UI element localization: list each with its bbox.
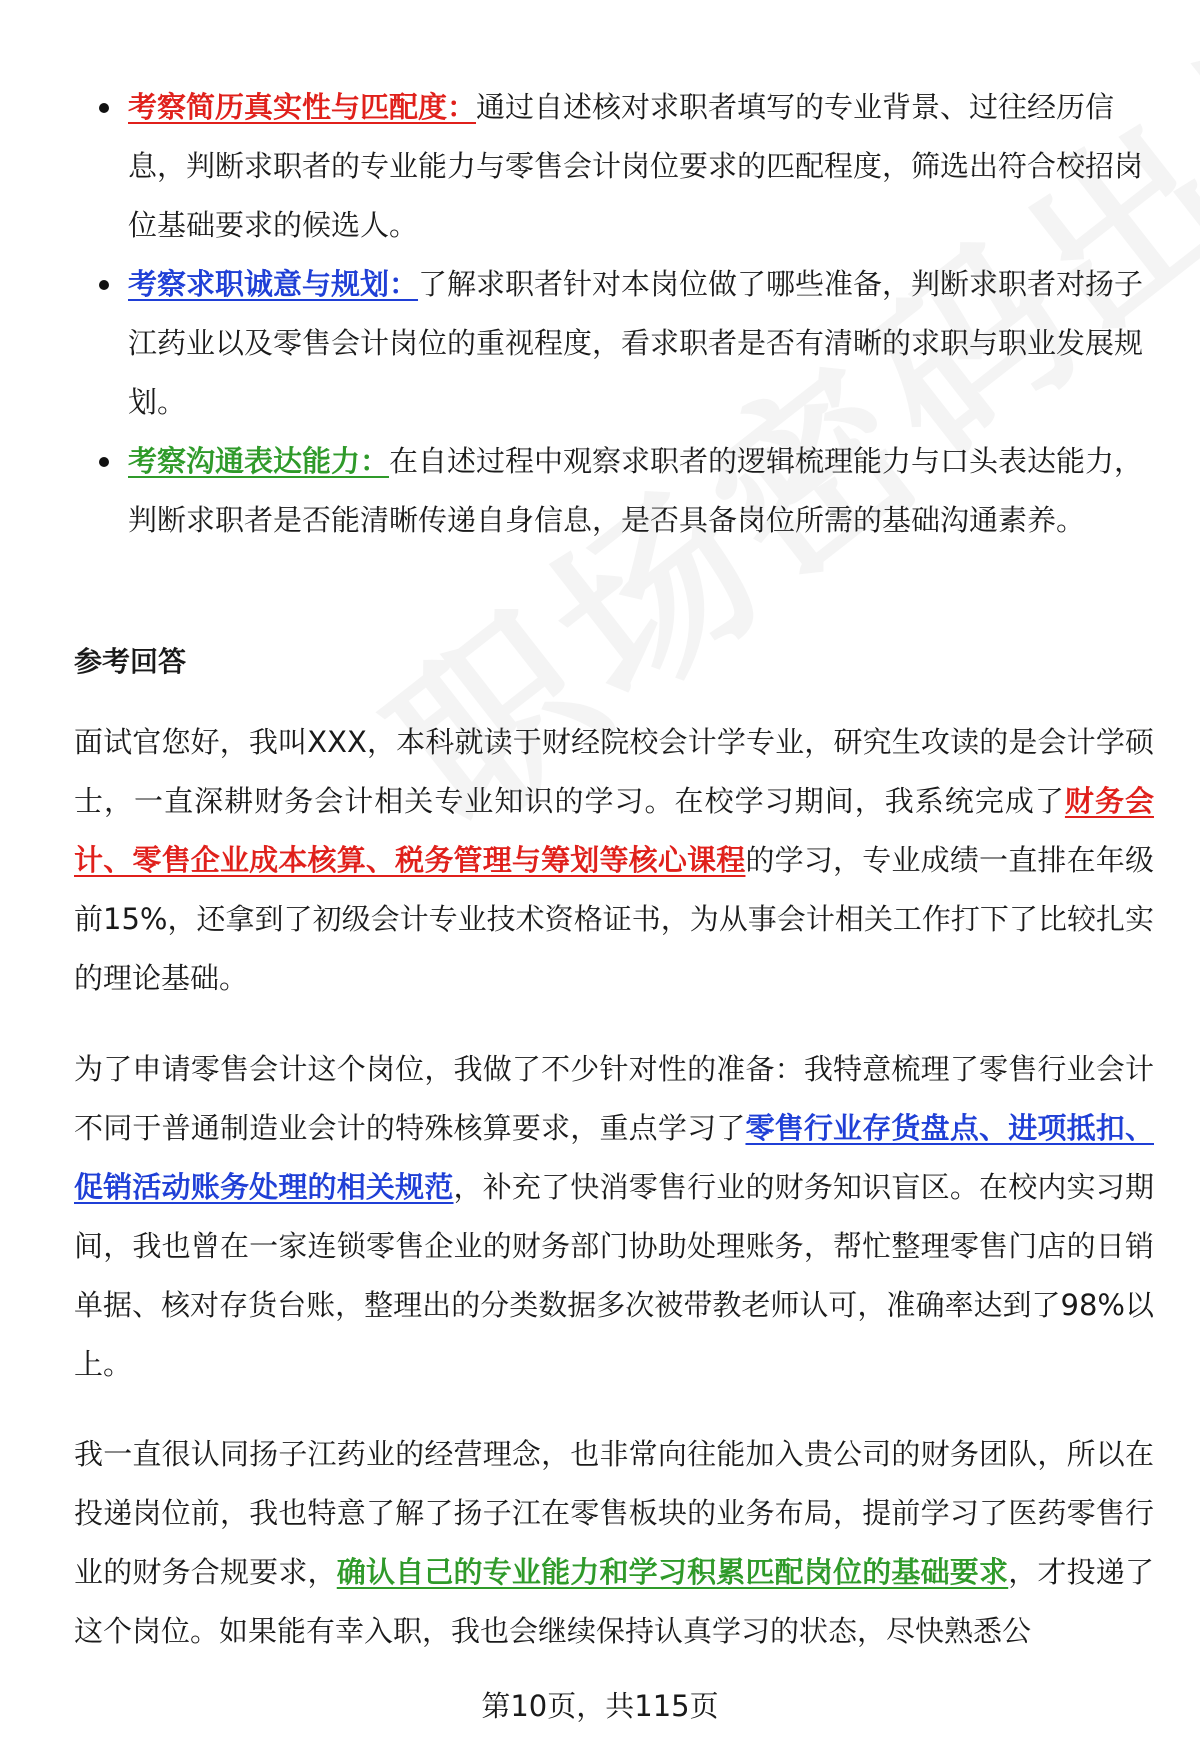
list-item (0, 432, 1200, 550)
paragraph-highlight: 财务会计、零售企业成本核算、税务管理与筹划等核心课程 (74, 784, 1154, 877)
bullet-icon (99, 103, 109, 113)
answer-paragraph (74, 713, 1154, 1008)
bullet-label: 考察简历真实性与匹配度： (128, 90, 477, 124)
bullet-label: 考察求职诚意与规划： (128, 267, 419, 301)
bullet-text: 通过自述核对求职者填写的专业背景、过往经历信息，判断求职者的专业能力与零售会计岗位要求的匹配程度，筛选出符合校招岗位基础要求的候选人。 (128, 90, 1144, 242)
bullet-text: 了解求职者针对本岗位做了哪些准备，判断求职者对扬子江药业以及零售会计岗位的重视程度，看求职者是否有清晰的求职与职业发展规划。 (128, 267, 1144, 419)
paragraph-text: 为了申请零售会计这个岗位，我做了不少针对性的准备：我特意梳理了零售行业会计不同于普通制造业会计的特殊核算要求，重点学习了 (74, 1052, 1154, 1145)
paragraph-text: ，才投递了这个岗位。如果能有幸入职，我也会继续保持认真学习的状态，尽快熟悉公 (74, 1555, 1154, 1648)
list-item (0, 255, 1200, 432)
answer-paragraph (74, 1040, 1154, 1394)
bullet-text: 在自述过程中观察求职者的逻辑梳理能力与口头表达能力，判断求职者是否能清晰传递自身信息，是否具备岗位所需的基础沟通素养。 (128, 444, 1144, 537)
evaluation-points-list (0, 78, 1200, 550)
paragraph-text: 的学习，专业成绩一直排在年级前15%，还拿到了初级会计专业技术资格证书，为从事会计相关工作打下了比较扎实的理论基础。 (74, 843, 1154, 995)
paragraph-text: ，补充了快消零售行业的财务知识盲区。在校内实习期间，我也曾在一家连锁零售企业的财务部门协助处理账务，帮忙整理零售门店的日销单据、核对存货台账，整理出的分类数据多次被带教老师认可，准确率达到了98%以上。 (74, 1170, 1154, 1381)
page-number: 第10页，共115页 (481, 1689, 719, 1723)
bullet-label: 考察沟通表达能力： (128, 444, 390, 478)
paragraph-highlight: 零售行业存货盘点、进项抵扣、促销活动账务处理的相关规范 (74, 1111, 1154, 1204)
bullet-icon (99, 457, 109, 467)
section-heading: 参考回答 (74, 645, 187, 678)
paragraph-highlight: 确认自己的专业能力和学习积累匹配岗位的基础要求 (336, 1555, 1009, 1589)
paragraph-text: 面试官您好，我叫XXX，本科就读于财经院校会计学专业，研究生攻读的是会计学硕士，一直深耕财务会计相关专业知识的学习。在校学习期间，我系统完成了 (74, 725, 1154, 818)
paragraph-text: 我一直很认同扬子江药业的经营理念，也非常向往能加入贵公司的财务团队，所以在投递岗位前，我也特意了解了扬子江在零售板块的业务布局，提前学习了医药零售行业的财务合规要求， (74, 1437, 1154, 1589)
answer-paragraph (74, 1425, 1154, 1661)
list-item (0, 78, 1200, 255)
bullet-icon (99, 280, 109, 290)
